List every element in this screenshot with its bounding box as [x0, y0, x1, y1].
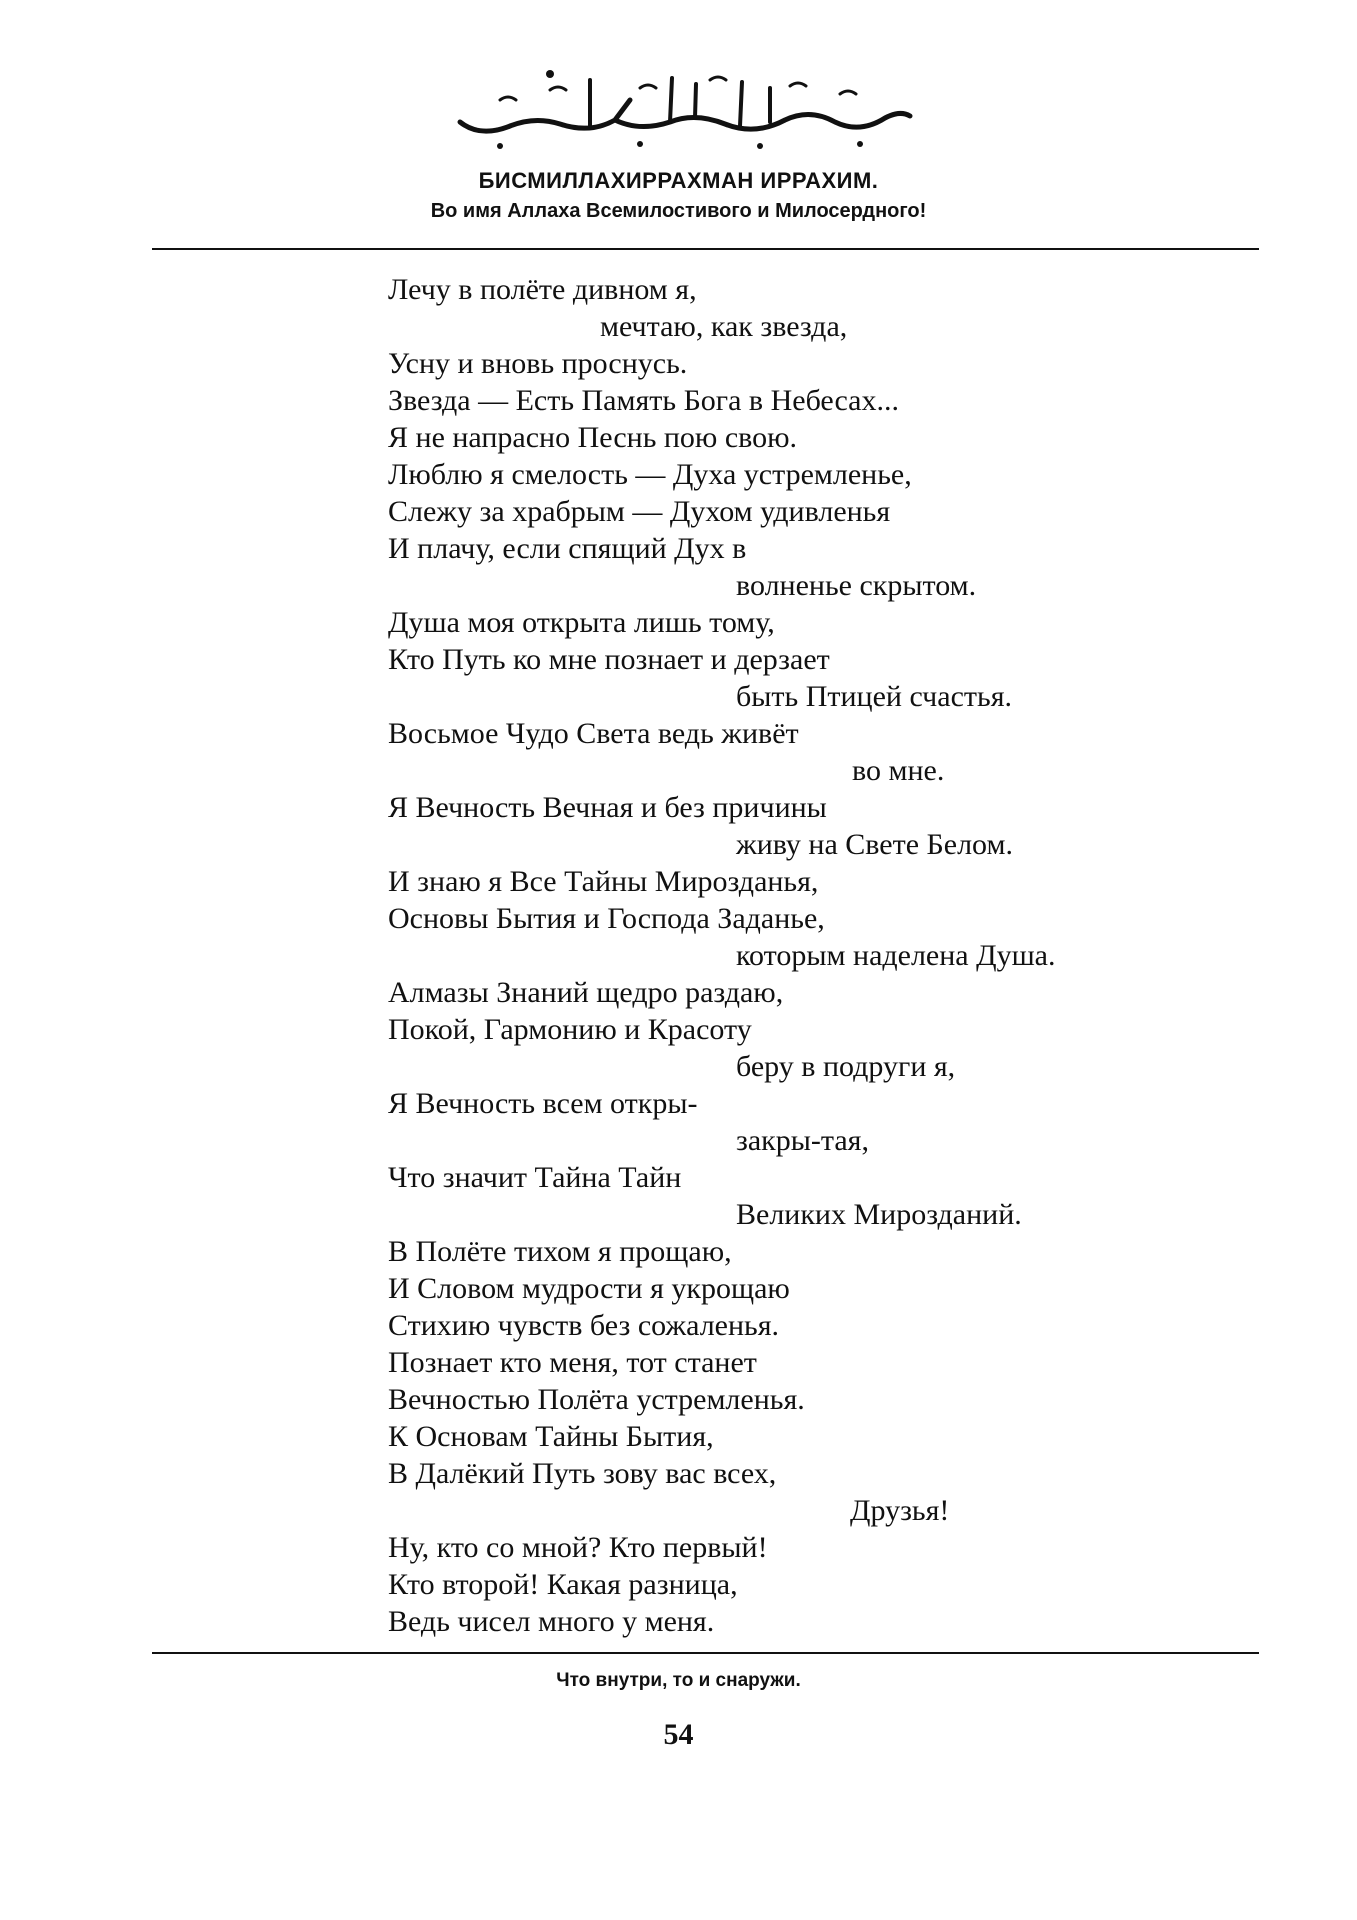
poem-line: живу на Свете Белом.	[736, 828, 1013, 861]
poem-line: К Основам Тайны Бытия,	[388, 1420, 714, 1453]
poem-line: быть Птицей счастья.	[736, 680, 1012, 713]
poem-line: Стихию чувств без сожаленья.	[388, 1309, 780, 1342]
poem-line: И плачу, если спящий Дух в	[388, 532, 747, 565]
poem-line: Люблю я смелость — Духа устремленье,	[388, 458, 912, 491]
poem-line: мечтаю, как звезда,	[600, 310, 848, 343]
header-title: БИСМИЛЛАХИРРАХМАН ИРРАХИМ.	[478, 168, 879, 193]
poem-line: волненье скрытом.	[736, 569, 977, 602]
poem-line: Лечу в полёте дивном я,	[388, 273, 697, 306]
poem-line: Друзья!	[850, 1494, 950, 1527]
poem-line: В Далёкий Путь зову вас всех,	[388, 1457, 777, 1490]
arabic-calligraphy-logo	[440, 60, 920, 155]
poem-line: И Словом мудрости я укрощаю	[388, 1272, 790, 1305]
poem-line: беру в подруги я,	[736, 1050, 956, 1083]
poem-line: Усну и вновь проснусь.	[388, 347, 688, 380]
poem-line: Кто Путь ко мне познает и дерзает	[388, 643, 830, 676]
poem-line: Я Вечность всем откры-	[388, 1087, 698, 1120]
poem-line: Что значит Тайна Тайн	[388, 1161, 682, 1194]
poem-line: Покой, Гармонию и Красоту	[388, 1013, 752, 1046]
poem-line: Познает кто меня, тот станет	[388, 1346, 757, 1379]
poem-line: Вечностью Полёта устремленья.	[388, 1383, 805, 1416]
poem-line: которым наделена Душа.	[736, 939, 1056, 972]
poem-line: В Полёте тихом я прощаю,	[388, 1235, 732, 1268]
poem-line: И знаю я Все Тайны Мирозданья,	[388, 865, 819, 898]
poem-line: во мне.	[852, 754, 945, 787]
poem-line: закры-тая,	[736, 1124, 869, 1157]
poem-line: Звезда — Есть Память Бога в Небесах...	[388, 384, 899, 417]
poem-line: Ведь чисел много у меня.	[388, 1605, 715, 1638]
poem-line: Я Вечность Вечная и без причины	[388, 791, 827, 824]
bottom-divider	[152, 1652, 1259, 1654]
poem	[0, 272, 1357, 1638]
footer-motto: Что внутри, то и снаружи.	[556, 1670, 801, 1691]
page-number: 54	[663, 1718, 694, 1751]
top-divider	[152, 248, 1259, 250]
poem-line: Душа моя открыта лишь тому,	[388, 606, 775, 639]
poem-line: Основы Бытия и Господа Заданье,	[388, 902, 825, 935]
poem-line: Восьмое Чудо Света ведь живёт	[388, 717, 799, 750]
poem-line: Ну, кто со мной? Кто первый!	[388, 1531, 768, 1564]
poem-line: Слежу за храбрым — Духом удивленья	[388, 495, 891, 528]
poem-line: Я не напрасно Песнь пою свою.	[388, 421, 798, 454]
poem-line: Алмазы Знаний щедро раздаю,	[388, 976, 784, 1009]
poem-line: Великих Мирозданий.	[736, 1198, 1022, 1231]
header-subtitle: Во имя Аллаха Всемилостивого и Милосердного!	[430, 200, 927, 222]
poem-line: Кто второй! Какая разница,	[388, 1568, 738, 1601]
